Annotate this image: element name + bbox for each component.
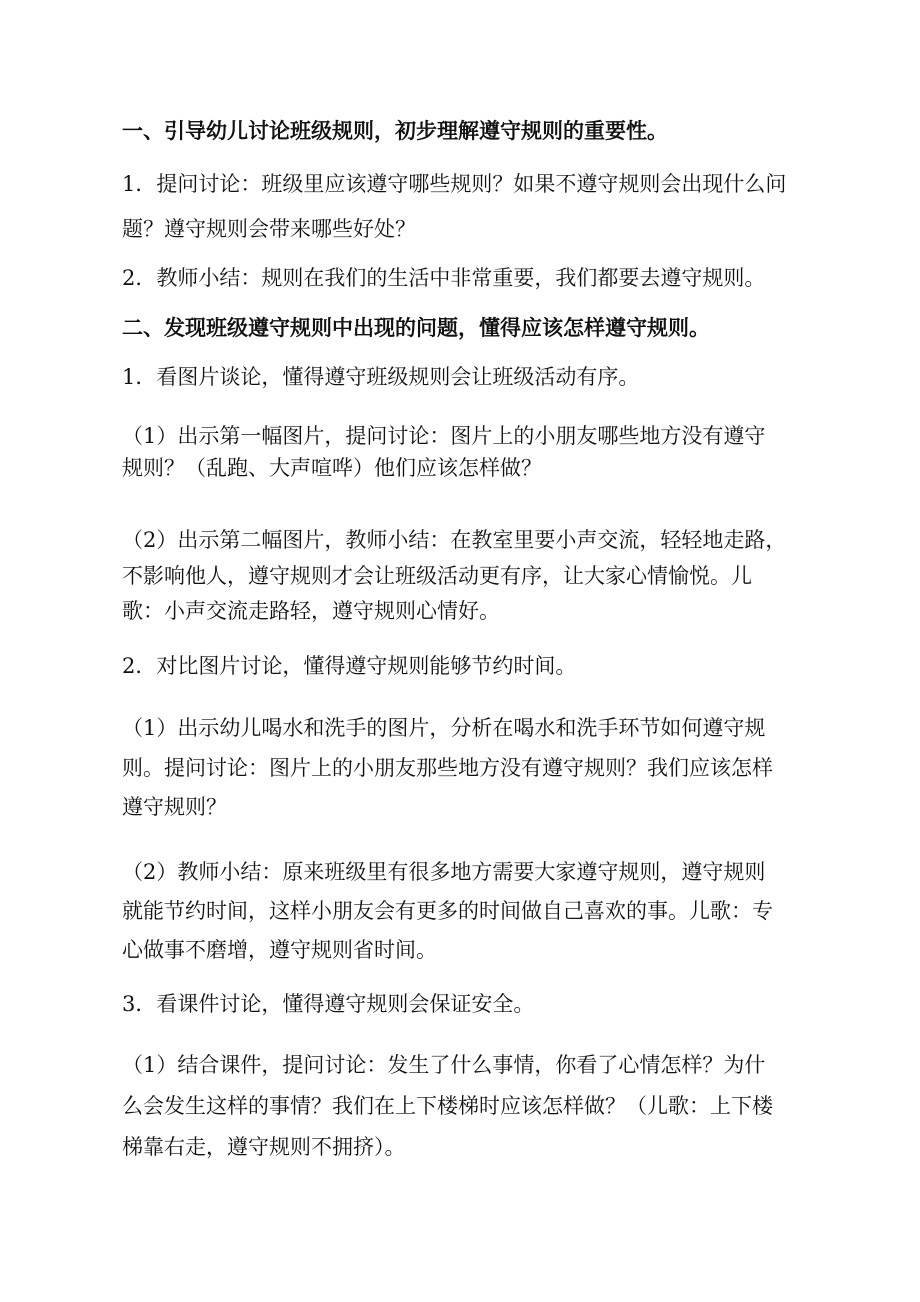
paragraph-line: （1）出示第一幅图片，提问讨论：图片上的小朋友哪些地方没有遵守 — [122, 424, 766, 448]
paragraph-line: 心做事不磨增，遵守规则省时间。 — [122, 938, 437, 962]
paragraph-line: （2）出示第二幅图片，教师小结：在教室里要小声交流，轻轻地走路， — [122, 528, 787, 552]
paragraph-line: 不影响他人，遵守规则才会让班级活动更有序，让大家心情愉悦。儿 — [122, 564, 752, 588]
paragraph-line: 歌：小声交流走路轻，遵守规则心情好。 — [122, 599, 500, 623]
paragraph-line: 规则？（乱跑、大声喧哗）他们应该怎样做？ — [122, 456, 542, 480]
paragraph-line: 2．教师小结：规则在我们的生活中非常重要，我们都要去遵守规则。 — [122, 266, 766, 290]
paragraph-line: （1）出示幼儿喝水和洗手的图片，分析在喝水和洗手环节如何遵守规 — [122, 716, 766, 740]
paragraph-line: 则。提问讨论：图片上的小朋友那些地方没有遵守规则？我们应该怎样 — [122, 756, 773, 780]
section-heading-2: 二、发现班级遵守规则中出现的问题，懂得应该怎样遵守规则。 — [122, 316, 710, 340]
paragraph-line: 就能节约时间，这样小朋友会有更多的时间做自己喜欢的事。儿歌：专 — [122, 899, 773, 923]
section-heading-1: 一、引导幼儿讨论班级规则，初步理解遵守规则的重要性。 — [122, 119, 668, 143]
paragraph-line: （2）教师小结：原来班级里有很多地方需要大家遵守规则，遵守规则 — [122, 860, 766, 884]
paragraph-line: 么会发生这样的事情？我们在上下楼梯时应该怎样做？（儿歌：上下楼 — [122, 1094, 773, 1118]
paragraph-line: （1）结合课件，提问讨论：发生了什么事情，你看了心情怎样？为什 — [122, 1053, 766, 1077]
paragraph-line: 2．对比图片讨论，懂得遵守规则能够节约时间。 — [122, 654, 577, 678]
paragraph-line: 1．看图片谈论，懂得遵守班级规则会让班级活动有序。 — [122, 365, 640, 389]
paragraph-line: 1．提问讨论：班级里应该遵守哪些规则？如果不遵守规则会出现什么问 — [122, 172, 787, 196]
paragraph-line: 遵守规则？ — [122, 795, 227, 819]
paragraph-line: 题？遵守规则会带来哪些好处？ — [122, 217, 416, 241]
paragraph-line: 梯靠右走，遵守规则不拥挤）。 — [122, 1135, 406, 1159]
paragraph-line: 3．看课件讨论，懂得遵守规则会保证安全。 — [122, 992, 535, 1016]
